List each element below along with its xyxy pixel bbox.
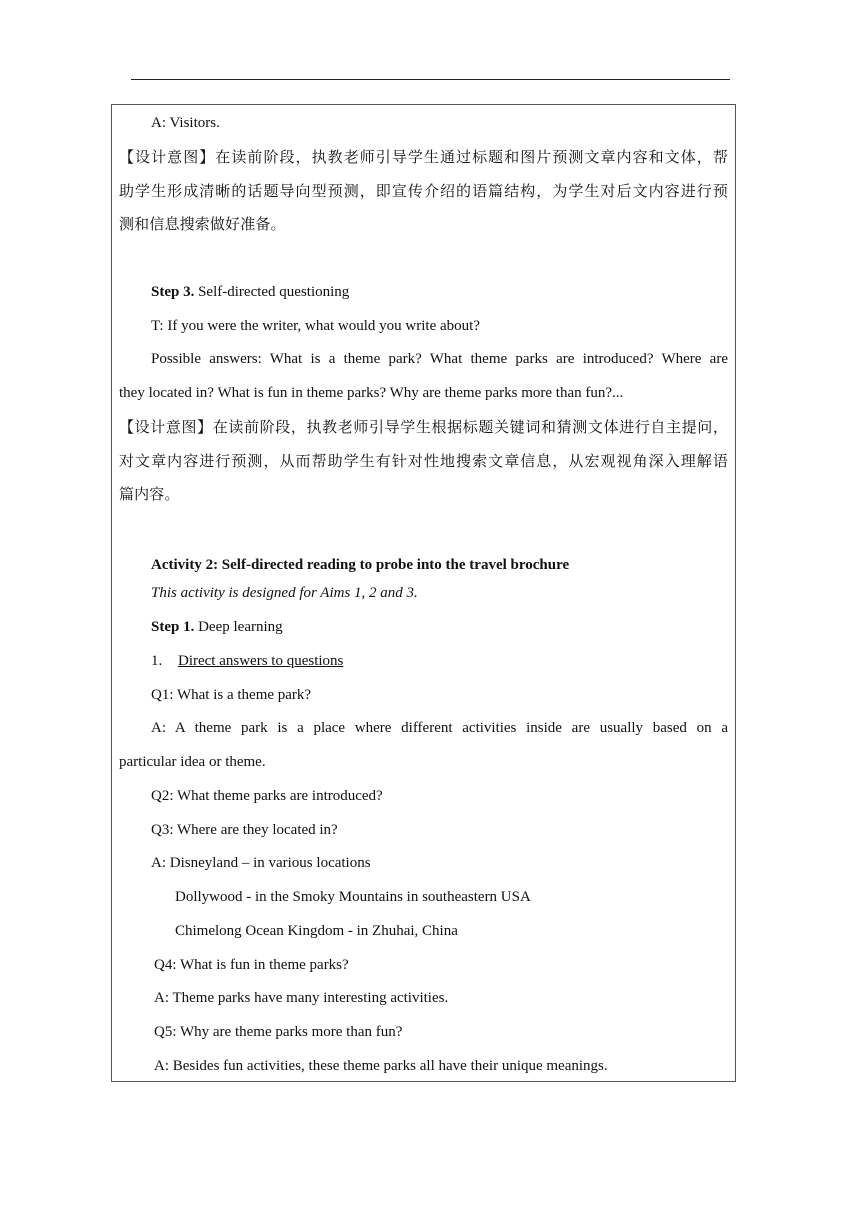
- answer-1-line-1: A: A theme park is a place where different activities inside are usually based on a: [151, 720, 728, 736]
- question-1: Q1: What is a theme park?: [151, 687, 312, 703]
- step1-heading: [151, 617, 283, 637]
- design-intent-1-line-3: 测和信息搜索做好准备。: [119, 215, 286, 233]
- step3-label: Step 3.: [151, 284, 195, 300]
- design-intent-1-line-2: 助学生形成清晰的话题导向型预测，即宣传介绍的语篇结构，为学生对后文内容进行预: [119, 182, 728, 200]
- list-item-1-number: 1.: [151, 653, 163, 669]
- design-intent-1-line-1: 【设计意图】在读前阶段，执教老师引导学生通过标题和图片预测文章内容和文体，帮: [119, 148, 728, 166]
- design-intent-2-line-3: 篇内容。: [119, 485, 180, 503]
- step1-text: Deep learning: [198, 619, 283, 635]
- header-rule: [131, 79, 730, 80]
- step1-label: Step 1.: [151, 619, 195, 635]
- design-intent-2-line-1: 【设计意图】在读前阶段，执教老师引导学生根据标题关键词和猜测文体进行自主提问，: [119, 418, 728, 436]
- question-4: Q4: What is fun in theme parks?: [154, 957, 349, 973]
- answer-3-line-3: Chimelong Ocean Kingdom - in Zhuhai, China: [175, 923, 458, 939]
- answer-1-line-2: particular idea or theme.: [119, 754, 266, 770]
- answer-3-line-1: A: Disneyland – in various locations: [151, 855, 371, 871]
- activity2-title: [151, 555, 569, 575]
- design-intent-2-line-2: 对文章内容进行预测，从而帮助学生有针对性地搜索文章信息，从宏观视角深入理解语: [119, 452, 728, 470]
- step3-heading: [151, 282, 349, 302]
- activity2-title-text: Activity 2: Self-directed reading to probe into the travel brochure: [151, 557, 570, 573]
- possible-answers-line-1: Possible answers: What is a theme park? What theme parks are introduced? Where are: [151, 351, 728, 367]
- activity2-aims: This activity is designed for Aims 1, 2 and 3.: [151, 585, 418, 601]
- answer-3-line-2: Dollywood - in the Smoky Mountains in southeastern USA: [175, 889, 531, 905]
- step3-text: Self-directed questioning: [198, 284, 350, 300]
- list-item-1-text: Direct answers to questions: [178, 653, 344, 669]
- question-2: Q2: What theme parks are introduced?: [151, 788, 383, 804]
- answer-4: A: Theme parks have many interesting activities.: [154, 990, 449, 1006]
- teacher-question: T: If you were the writer, what would you write about?: [151, 318, 480, 334]
- answer-5: A: Besides fun activities, these theme parks all have their unique meanings.: [154, 1058, 608, 1074]
- answer-visitors: A: Visitors.: [151, 115, 220, 131]
- question-5: Q5: Why are theme parks more than fun?: [154, 1024, 403, 1040]
- possible-answers-line-2: they located in? What is fun in theme parks? Why are theme parks more than fun?...: [119, 385, 624, 401]
- question-3: Q3: Where are they located in?: [151, 822, 338, 838]
